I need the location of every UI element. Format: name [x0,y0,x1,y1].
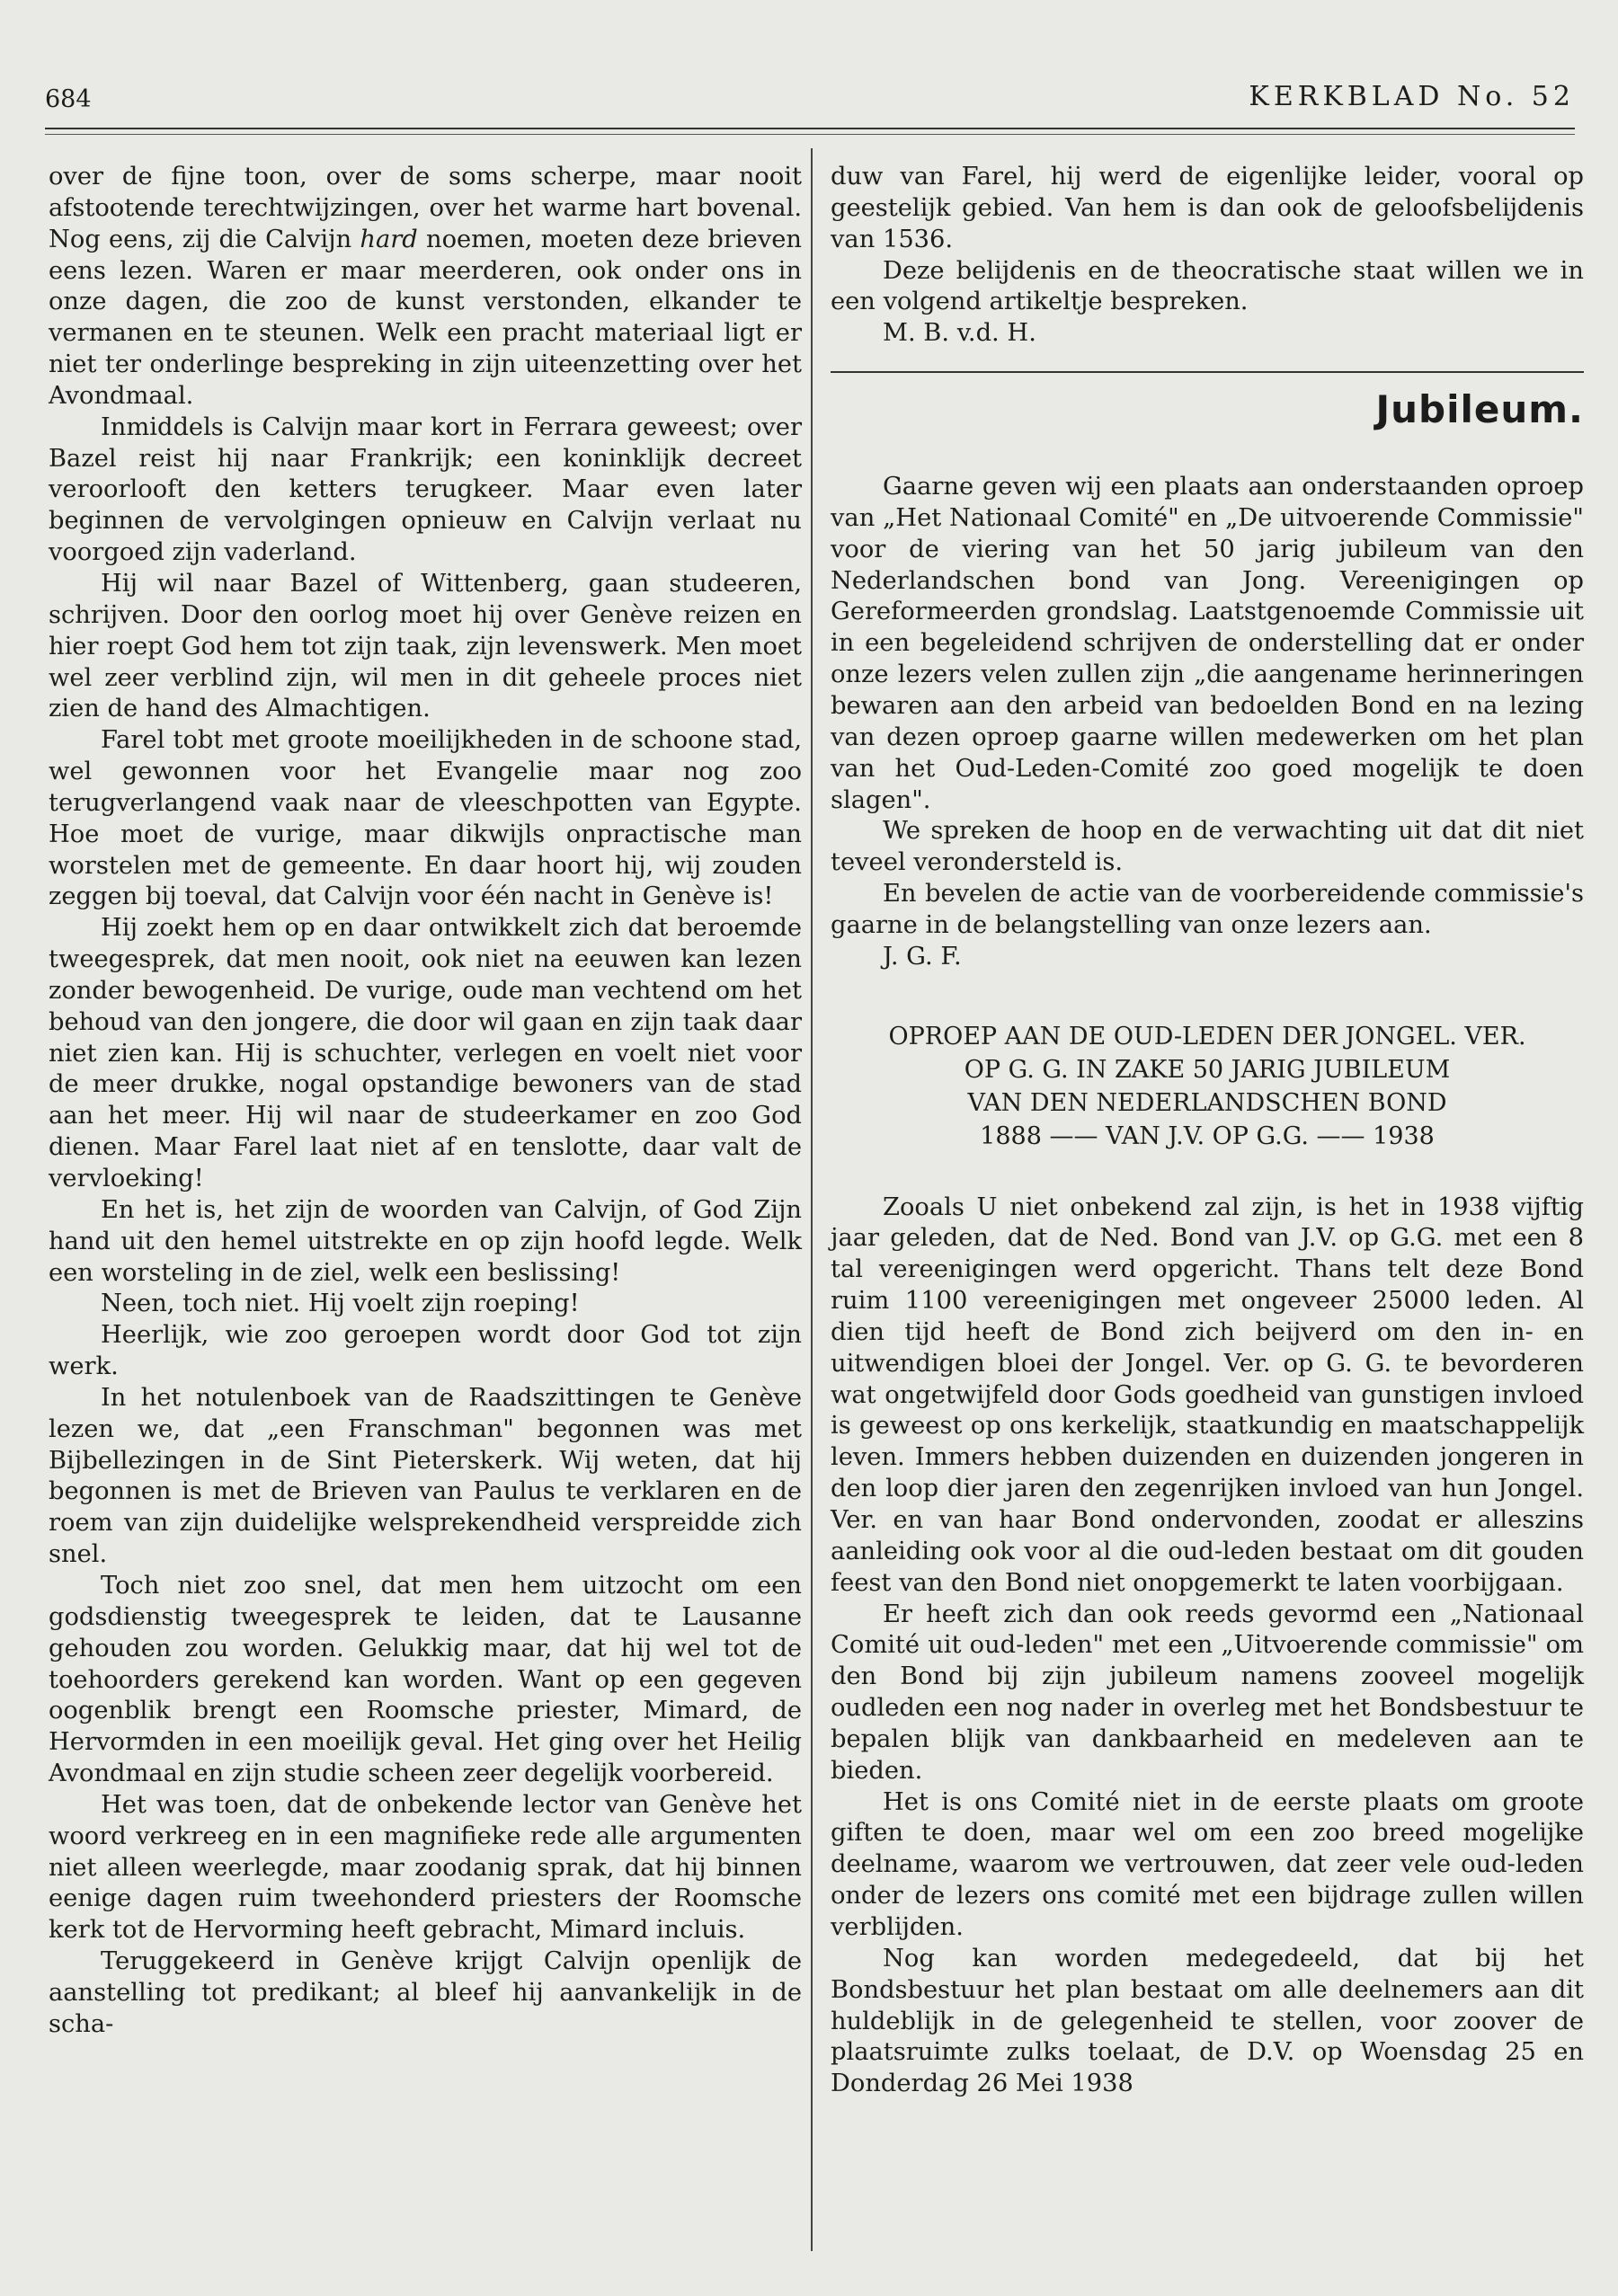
paragraph: Hij wil naar Bazel of Wittenberg, gaan studeeren, schrijven. Door den oorlog moet hij over Genève reizen en hier roept God hem tot zijn taak, zijn levenswerk. Men moet wel zeer verblind zijn, wil men in dit geheele proces niet zien de hand des Almachtigen. [49,569,802,723]
emphasis: hard [360,225,418,253]
heading-line: 1888 —— VAN J.V. OP G.G. —— 1938 [980,1121,1435,1150]
paragraph: Zooals U niet onbekend zal zijn, is het in 1938 vijftig jaar geleden, dat de Ned. Bond van J.V. op G.G. met een 8 tal vereenigingen werd opgericht. Thans telt deze Bond ruim 1100 vereenigingen met ongeveer 25000 leden. Al dien tijd heeft de Bond zich beijverd om den in- en uitwendigen bloei der Jongel. Ver. op G. G. te bevorderen wat ongetwijfeld door Gods goedheid van gunstigen invloed is geweest op ons kerkelijk, staatkundig en maatschappelijk leven. Immers hebben duizenden en duizenden jongeren in den loop dier jaren den zegenrijken invloed van hun Jongel. Ver. en van haar Bond ondervonden, zoodat er alleszins aanleiding ook voor al die oud-leden bestaat om dit gouden feest van den Bond niet onopgemerkt te laten voorbijgaan. [831,1192,1584,1597]
author-signature: M. B. v.d. H. [883,319,1036,348]
paragraph: Farel tobt met groote moeilijkheden in de schoone stad, wel gewonnen voor het Evangelie maar nog zoo terugverlangend vaak naar de vleeschpotten van Egypte. Hoe moet de vurige, maar dikwijls onpractische man worstelen met de gemeente. En daar hoort hij, wij zouden zeggen bij toeval, dat Calvijn voor één nacht in Genève is! [49,726,802,911]
article-title: Jubileum. [1375,387,1584,432]
heading-line: OP G. G. IN ZAKE 50 JARIG JUBILEUM [964,1055,1451,1084]
paragraph: In het notulenboek van de Raadszittingen te Genève lezen we, dat „een Franschman" begonnen was met Bijbellezingen in de Sint Pieterskerk. Wij weten, dat hij begonnen is met de Brieven van Paulus te verklaren en de roem van zijn duidelijke welsprekendheid verspreidde zich snel. [49,1383,802,1569]
paragraph: En het is, het zijn de woorden van Calvijn, of God Zijn hand uit den hemel uitstrekte en op zijn hoofd legde. Welk een worsteling in de ziel, welk een beslissing! [49,1195,802,1287]
heading-line: VAN DEN NEDERLANDSCHEN BOND [967,1088,1447,1117]
heading-line: OPROEP AAN DE OUD-LEDEN DER JONGEL. VER. [888,1022,1526,1050]
paragraph: Het was toen, dat de onbekende lector van Genève het woord verkreeg en in een magnifieke rede alle argumenten niet alleen weerlegde, maar zoodanig sprak, dat hij binnen eenige dagen ruim tweehonderd priesters der Roomsche kerk tot de Hervorming heeft gebracht, Mimard incluis. [49,1790,802,1945]
paragraph: Teruggekeerd in Genève krijgt Calvijn openlijk de aanstelling tot predikant; al bleef hij aanvankelijk in de scha- [49,1947,802,2038]
paragraph: Toch niet zoo snel, dat men hem uitzocht om een godsdienstig tweegesprek te leiden, dat te Lausanne gehouden zou worden. Gelukkig maar, dat hij wel tot de toehoorders gerekend kan worden. Want op een gegeven oogenblik brengt een Roomsche priester, Mimard, de Hervormden in een moeilijk geval. Het ging over het Heilig Avondmaal en zijn studie scheen zeer degelijk voorbereid. [49,1571,802,1788]
paragraph: Inmiddels is Calvijn maar kort in Ferrara geweest; over Bazel reist hij naar Frankrijk; een koninklijk decreet veroorlooft den ketters terugkeer. Maar even later beginnen de vervolgingen opnieuw en Calvijn verlaat nu voorgoed zijn vaderland. [49,412,802,567]
paragraph: Deze belijdenis en de theocratische staat willen we in een volgend artikeltje bespreken. [831,256,1584,316]
paragraph: Neen, toch niet. Hij voelt zijn roeping! [101,1290,580,1318]
article-separator [831,371,1584,373]
appeal-heading [831,1020,1584,1153]
paragraph: Gaarne geven wij een plaats aan onderstaanden oproep van „Het Nationaal Comité" en „De uitvoerende Commissie" voor de viering van het 50 jarig jubileum van den Nederlandschen bond van Jong. Vereenigingen op Gereformeerden grondslag. Laatstgenoemde Commissie uit in een begeleidend schrijven de onderstelling dat er onder onze lezers velen zullen zijn „die aangename herinneringen bewaren aan den arbeid van bedoelden Bond en na lezing van dezen oproep gaarne willen medewerken om het plan van het Oud-Leden-Comité zoo goed mogelijk te doen slagen". [831,473,1584,814]
paragraph: Nog kan worden medegedeeld, dat bij het Bondsbestuur het plan bestaat om alle deelnemers aan dit huldeblijk in de gelegenheid te stellen, voor zoover de plaatsruimte zulks toelaat, de D.V. op Woensdag 25 en Donderdag 26 Mei 1938 [831,1944,1584,2098]
paragraph: Heerlijk, wie zoo geroepen wordt door God tot zijn werk. [49,1321,802,1381]
journal-title: KERKBLAD No. 52 [1249,81,1575,112]
paragraph: Hij zoekt hem op en daar ontwikkelt zich dat beroemde tweegesprek, dat men nooit, ook niet na eeuwen kan lezen zonder bewogenheid. De vurige, oude man vechtend om het behoud van den jongere, die door wil gaan en zijn taak daar niet zien kan. Hij is schuchter, verlegen en voelt niet voor de meer drukke, nogal opstandige bewoners van de stad aan het meer. Hij wil naar de studeerkamer en zoo God dienen. Maar Farel laat niet af en tenslotte, daar valt de vervloeking! [49,914,802,1192]
author-signature: J. G. F. [883,942,962,971]
paragraph: over de fijne toon, over de soms scherpe, maar nooit afstootende terechtwijzingen, over het warme hart bovenal. Nog eens, zij die Calvijn hard noemen, moeten deze brieven eens lezen. Waren er maar meerderen, ook onder ons in onze dagen, die zoo de kunst verstonden, elkander te vermanen en te steunen. Welk een pracht materiaal ligt er niet ter onderlinge bespreking in zijn uiteenzetting over het Avondmaal. [49,163,802,410]
paragraph: En bevelen de actie van de voorbereidende commissie's gaarne in de belangstelling van onze lezers aan. [831,880,1584,939]
paragraph: We spreken de hoop en de verwachting uit dat dit niet teveel verondersteld is. [831,817,1584,877]
column-divider [811,148,813,2251]
page-number: 684 [45,85,92,113]
paragraph: Het is ons Comité niet in de eerste plaats om groote giften te doen, maar wel om een zoo breed mogelijke deelname, waarom we vertrouwen, dat zeer vele oud-leden onder de lezers ons comité met een bijdrage zullen willen verblijden. [831,1787,1584,1941]
right-column [831,162,1584,2100]
paragraph: Er heeft zich dan ook reeds gevormd een „Nationaal Comité uit oud-leden" met een „Uitvoerende commissie" om den Bond bij zijn jubileum namens zooveel mogelijk oudleden een nog nader in overleg met het Bondsbestuur te bepalen blijk van dankbaarheid en medeleven aan te bieden. [831,1600,1584,1785]
header-rule [45,128,1575,135]
paragraph: duw van Farel, hij werd de eigenlijke leider, vooral op geestelijk gebied. Van hem is dan ook de geloofsbelijdenis van 1536. [831,163,1584,253]
left-column [49,162,802,2041]
